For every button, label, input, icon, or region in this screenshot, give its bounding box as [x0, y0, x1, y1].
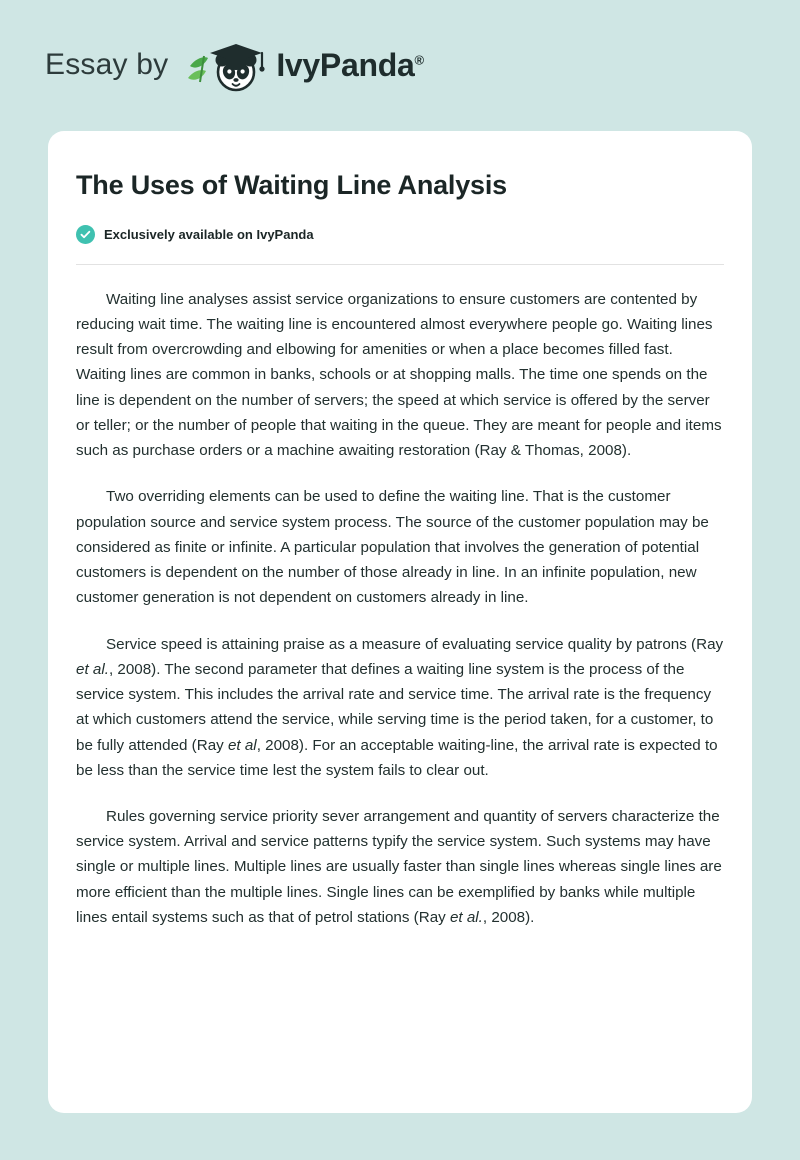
essay-by-label: Essay by [45, 48, 169, 81]
site-header [0, 0, 800, 92]
paragraph [76, 484, 724, 610]
paragraph [76, 804, 724, 930]
panda-graduate-icon [182, 36, 270, 94]
paragraph [76, 632, 724, 783]
exclusive-badge [76, 225, 724, 244]
check-circle-icon [76, 225, 95, 244]
paragraph-segment: Service speed is attaining praise as a measure of evaluating service quality by patrons (Ray [106, 635, 724, 653]
paragraph-segment-italic: et al [227, 736, 257, 754]
document-card [48, 131, 752, 1113]
paragraph-segment: , 2008). The second parameter that defines a waiting line system is the process of the service system. This includes the arrival rate and service time. The arrival rate is the frequency at which customers attend the service, while serving time is the period taken, for a customer, to be fully attended (Ray [76, 660, 714, 754]
title-divider [76, 264, 724, 265]
ivypanda-logo[interactable] [182, 36, 423, 94]
brand-name [276, 47, 423, 84]
paragraph-segment: Rules governing service priority sever arrangement and quantity of servers characterize the service system. Arrival and service patterns typify the service system. Such systems may have single or multiple lines. Multiple lines are usually faster than single lines whereas single lines are more efficient than the multiple lines. Single lines can be exemplified by banks while multiple lines entail systems such as that of petrol stations (Ray [76, 807, 722, 926]
registered-mark: ® [414, 51, 424, 67]
paragraph-segment: , 2008). For an acceptable waiting-line, the arrival rate is expected to be less than the service time lest the system fails to clear out. [76, 736, 718, 779]
paragraph-segment: Two overriding elements can be used to define the waiting line. That is the customer population source and service system process. The source of the customer population may be considered as finite or infinite. A particular population that involves the generation of potential customers is dependent on the number of those already in line. In an infinite population, new customer generation is not dependent on customers already in line. [76, 488, 709, 607]
paragraph-segment: Waiting line analyses assist service organizations to ensure customers are contented by reducing wait time. The waiting line is encountered almost everywhere people go. Waiting lines result from overcrowding and elbowing for amenities or when a place becomes filled fast. Waiting lines are common in banks, schools or at shopping malls. The time one spends on the line is dependent on the number of servers; the speed at which service is offered by the server or teller; or the number of people that waiting in the queue. They are meant for people and items such as purchase orders or a machine awaiting restoration (Ray & Thomas, 2008). [76, 290, 722, 460]
exclusive-label: Exclusively available on IvyPanda [104, 226, 314, 242]
paragraph-segment-italic: et al. [449, 908, 483, 926]
article-body [76, 287, 724, 930]
paragraph [76, 287, 724, 464]
paragraph-segment-italic: et al. [76, 660, 109, 678]
paragraph-segment: , 2008). [482, 908, 535, 926]
brand-name-text: IvyPanda [276, 46, 415, 83]
page-title: The Uses of Waiting Line Analysis [76, 170, 507, 200]
